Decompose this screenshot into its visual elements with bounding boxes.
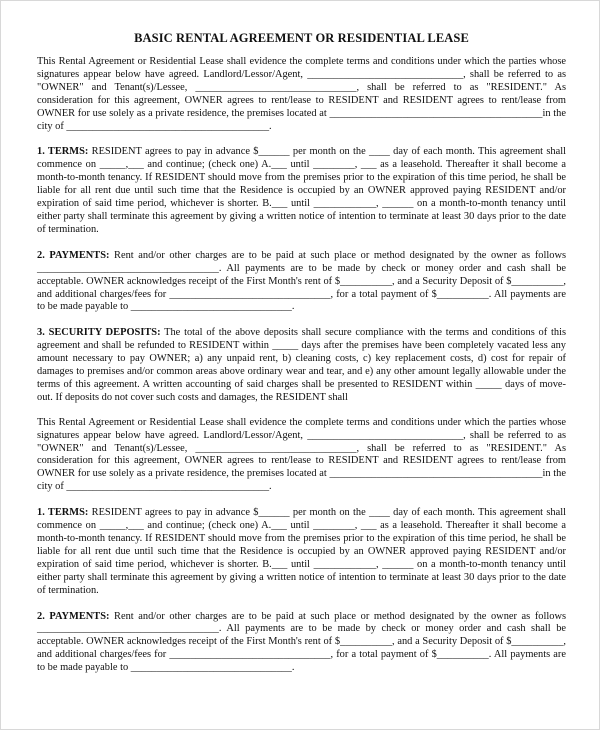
payments-paragraph-repeat <box>37 611 566 676</box>
document-title: BASIC RENTAL AGREEMENT OR RESIDENTIAL LEASE <box>134 31 469 45</box>
terms-paragraph-repeat <box>37 507 566 597</box>
terms-text-repeat: RESIDENT agrees to pay in advance $______ per month on the ____ day of each month. This agreement shall commence on _____,___ and continue; (check one) A.___ until ________, ___ as a leasehold. Thereafter it shall become a month-to-month tenancy. If RESIDENT should move from the premises prior to the expiration of this time period, he shall be liable for all rent due until such time that the Residence is occupied by an OWNER approved paying RESIDENT and/or expiration of said time period, whichever is shorter. B.___ until ____________, ______ on a month-to-month tenancy until either party shall terminate this agreement by giving a written notice of intention to terminate at least 30 days prior to the date of termination. <box>37 507 566 596</box>
terms-paragraph <box>37 146 566 236</box>
intro-text: This Rental Agreement or Residential Lease shall evidence the complete terms and conditions under which the parties whose signatures appear below have agreed. Landlord/Lessor/Agent, ______________________________, shall be referred to as "OWNER" and Tenant(s)/Lessee, _______________________________, shall be referred to as "RESIDENT." As consideration for this agreement, OWNER agrees to rent/lease to RESIDENT and RESIDENT agrees to rent/lease from OWNER for use solely as a private residence, the premises located at _________________________________________in the city of _______________________________________. <box>37 56 566 132</box>
intro-paragraph-repeat <box>37 417 566 494</box>
security-deposits-text: The total of the above deposits shall secure compliance with the terms and conditions of this agreement and shall be refunded to RESIDENT within _____ days after the premises have been completely vacated less any amount necessary to pay OWNER; a) any unpaid rent, b) cleaning costs, c) key replacement costs, d) cost for repair of damages to premises and/or common areas above ordinary wear and tear, and e) any other amount legally allowable under the terms of this agreement. A written accounting of said charges shall be presented to RESIDENT within _____ days of move-out. If deposits do not cover such costs and damages, the RESIDENT shall <box>37 327 566 403</box>
payments-text: Rent and/or other charges are to be paid at such place or method designated by the owner as follows ___________________________________. All payments are to be made by check or money order and cash shall be acceptable. OWNER acknowledges receipt of the First Month's rent of $__________, and a Security Deposit of $__________, and additional charges/fees for _______________________________, for a total payment of $__________. All payments are to be made payable to _______________________________. <box>37 249 566 313</box>
security-deposits-paragraph <box>37 327 566 404</box>
payments-heading: 2. PAYMENTS: <box>37 249 110 261</box>
intro-paragraph <box>37 56 566 133</box>
terms-heading-repeat: 1. TERMS: <box>37 507 89 519</box>
payments-heading-repeat: 2. PAYMENTS: <box>37 610 110 622</box>
intro-text-repeat: This Rental Agreement or Residential Lease shall evidence the complete terms and conditions under which the parties whose signatures appear below have agreed. Landlord/Lessor/Agent, ______________________________, shall be referred to as "OWNER" and Tenant(s)/Lessee, _______________________________, shall be referred to as "RESIDENT." As consideration for this agreement, OWNER agrees to rent/lease to RESIDENT and RESIDENT agrees to rent/lease from OWNER for use solely as a private residence, the premises located at _________________________________________in the city of _______________________________________. <box>37 416 566 493</box>
security-deposits-heading: 3. SECURITY DEPOSITS: <box>37 327 161 339</box>
terms-heading: 1. TERMS: <box>37 146 89 158</box>
payments-text-repeat: Rent and/or other charges are to be paid at such place or method designated by the owner as follows ___________________________________. All payments are to be made by check or money order and cash shall be acceptable. OWNER acknowledges receipt of the First Month's rent of $__________, and a Security Deposit of $__________, and additional charges/fees for _______________________________, for a total payment of $__________. All payments are to be made payable to _______________________________. <box>37 610 566 674</box>
terms-text: RESIDENT agrees to pay in advance $______ per month on the ____ day of each month. This agreement shall commence on _____,___ and continue; (check one) A.___ until ________, ___ as a leasehold. Thereafter it shall become a month-to-month tenancy. If RESIDENT should move from the premises prior to the expiration of this time period, he shall be liable for all rent due until such time that the Residence is occupied by an OWNER approved paying RESIDENT and/or expiration of said time period, whichever is shorter. B.___ until ____________, ______ on a month-to-month tenancy until either party shall terminate this agreement by giving a written notice of intention to terminate at least 30 days prior to the date of termination. <box>37 146 566 235</box>
payments-paragraph <box>37 250 566 315</box>
